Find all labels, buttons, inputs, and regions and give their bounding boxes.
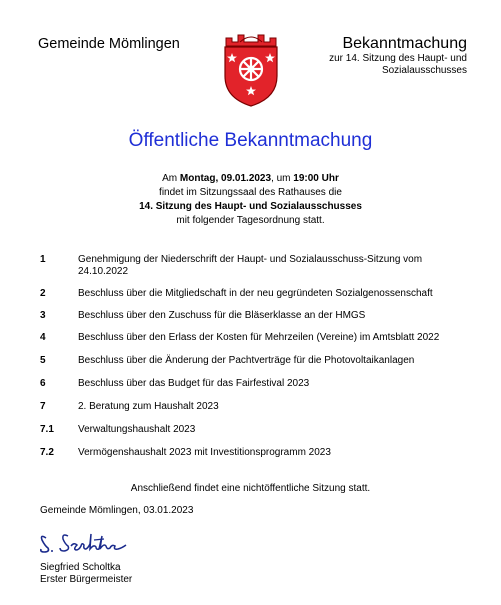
agenda-item-number: 3 (40, 310, 46, 321)
session-reference-line-1: zur 14. Sitzung des Haupt- und (329, 53, 467, 64)
agenda-item-text: Genehmigung der Niederschrift der Haupt- und Sozialausschuss-Sitzung vom 24.10.2022 (78, 254, 423, 277)
meeting-intro (0, 172, 501, 228)
intro-line-2: findet im Sitzungssaal des Rathauses die (159, 187, 342, 198)
page-title: Öffentliche Bekanntmachung (128, 130, 373, 151)
intro-line-4: mit folgender Tagesordnung statt. (176, 215, 325, 226)
meeting-name: 14. Sitzung des Haupt- und Sozialausschusses (139, 201, 362, 212)
agenda-item-text: Beschluss über den Erlass der Kosten für Mehrzeilen (Vereine) im Amtsblatt 2022 (78, 332, 440, 343)
agenda-item-text: Beschluss über das Budget für das Fairfestival 2023 (78, 378, 310, 389)
agenda-item-number: 7 (40, 401, 46, 412)
municipality-name: Gemeinde Mömlingen (38, 36, 180, 52)
notice-label: Bekanntmachung (342, 35, 467, 52)
coat-of-arms-icon (220, 32, 282, 108)
agenda-item-text: 2. Beratung zum Haushalt 2023 (78, 401, 219, 412)
agenda-item-text: Verwaltungshaushalt 2023 (78, 424, 196, 435)
signature-icon (38, 528, 138, 558)
meeting-date: Montag, 09.01.2023 (179, 173, 272, 184)
intro-connector: , um (271, 173, 294, 184)
closing-note: Anschließend findet eine nichtöffentliche Sitzung statt. (130, 483, 371, 494)
meeting-time: 19:00 Uhr (293, 173, 339, 184)
agenda-item-number: 6 (40, 378, 46, 389)
signer-title: Erster Bürgermeister (40, 574, 133, 585)
agenda-item-text: Beschluss über die Mitgliedschaft in der neu gegründeten Sozialgenossenschaft (78, 288, 433, 299)
intro-line-1 (0, 172, 501, 186)
agenda-item-number: 7.2 (40, 447, 54, 458)
agenda-item-text: Beschluss über den Zuschuss für die Bläserklasse an der HMGS (78, 310, 366, 321)
session-reference (329, 53, 467, 77)
place-and-date: Gemeinde Mömlingen, 03.01.2023 (40, 505, 194, 516)
signer-name: Siegfried Scholtka (40, 562, 121, 573)
agenda-item-number: 7.1 (40, 424, 54, 435)
agenda-item-text: Beschluss über die Änderung der Pachtverträge für die Photovoltaikanlagen (78, 355, 415, 366)
agenda-item-number: 2 (40, 288, 46, 299)
intro-prefix: Am (162, 173, 180, 184)
agenda-item-number: 1 (40, 254, 46, 265)
agenda-item-text: Vermögenshaushalt 2023 mit Investitionsprogramm 2023 (78, 447, 331, 458)
signer-block (40, 562, 132, 586)
agenda-item-number: 4 (40, 332, 46, 343)
session-reference-line-2: Sozialausschusses (381, 65, 467, 76)
agenda-item-number: 5 (40, 355, 46, 366)
